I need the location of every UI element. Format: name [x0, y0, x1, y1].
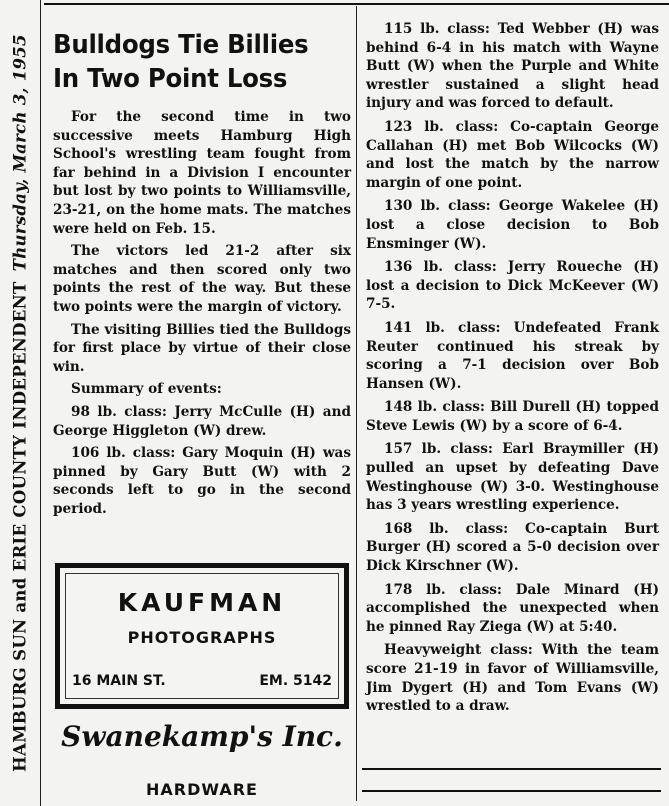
paragraph: 130 lb. class: George Wakelee (H) lost a close decision to Bob Ensminger (W). [366, 198, 659, 252]
headline-line-2: In Two Point Loss [53, 64, 288, 94]
swanekamp-ad-name: Swanekamp's Inc. [61, 720, 343, 753]
swanekamp-ad-subtitle: HARDWARE [146, 780, 258, 799]
kaufman-ad [55, 563, 349, 709]
paragraph: 168 lb. class: Co-captain Burt Burger (H) scored a 5-0 decision over Dick Kirschner (W). [366, 520, 659, 575]
paragraph: The visiting Billies tied the Bulldogs for first place by virtue of their close win. [53, 321, 351, 375]
left-column [53, 10, 351, 522]
kaufman-ad-address: 16 MAIN ST. [72, 673, 166, 689]
masthead-text [11, 34, 30, 772]
bottom-rule-lower [362, 790, 661, 792]
paragraph: Heavyweight class: With the team score 21-19 in favor of Williamsville, Jim Dygert (H) and Tom Evans (W) wrestled to a draw. [366, 642, 659, 715]
kaufman-ad-subtitle: PHOTOGRAPHS [127, 628, 277, 647]
paragraph: 115 lb. class: Ted Webber (H) was behind 6-4 in his match with Wayne Butt (W) when the Purple and White wrestler sustained a slight head injury and was forced to default. [366, 21, 659, 112]
top-rule [44, 3, 669, 5]
paragraph: 98 lb. class: Jerry McCulle (H) and George Higgleton (W) drew. [53, 403, 351, 439]
masthead-date: Thursday, March 3, 1955 [10, 34, 30, 272]
paragraph: 148 lb. class: Bill Durell (H) topped Steve Lewis (W) by a score of 6-4. [366, 399, 659, 434]
paragraph: 157 lb. class: Earl Braymiller (H) pulled an upset by defeating Dave Westinghouse (W) 3-0. Westinghouse has 3 years wrestling experience. [366, 441, 659, 514]
paragraph: 123 lb. class: Co-captain George Callahan (H) met Bob Wilcocks (W) and lost the match by the narrow margin of one point. [366, 118, 659, 191]
paragraph: Summary of events: [71, 381, 222, 398]
paragraph: For the second time in two successive meets Hamburg High School's wrestling team fought from far behind in a Division I encounter but lost by two points to Williamsville, 23-21, on the home mats. The matches were held on Feb. 15. [53, 109, 351, 237]
right-column [366, 20, 659, 721]
paragraph: 106 lb. class: Gary Moquin (H) was pinned by Gary Butt (W) with 2 seconds left to go in the second period. [53, 445, 351, 517]
bottom-rule [362, 768, 661, 770]
kaufman-ad-name: KAUFMAN [117, 588, 287, 617]
masthead-paper-name: HAMBURG SUN and ERIE COUNTY INDEPENDENT [10, 281, 30, 772]
paragraph: 141 lb. class: Undefeated Frank Reuter continued his streak by scoring a 7-1 decision over Bob Hansen (W). [366, 319, 659, 392]
headline [53, 28, 333, 96]
paragraph: The victors led 21-2 after six matches and then scored only two points the rest of the way. But these two points were the margin of victory. [53, 243, 351, 315]
paragraph: 136 lb. class: Jerry Roueche (H) lost a decision to Dick McKeever (W) 7-5. [366, 259, 659, 313]
article-body-left [53, 108, 351, 518]
masthead-strip [0, 0, 41, 806]
kaufman-ad-phone: EM. 5142 [259, 673, 332, 689]
article-body-right [366, 20, 659, 716]
column-separator [356, 6, 357, 801]
headline-line-1: Bulldogs Tie Billies [53, 30, 309, 60]
paragraph: 178 lb. class: Dale Minard (H) accomplished the unexpected when he pinned Ray Ziega (W) at 5:40. [366, 581, 659, 635]
